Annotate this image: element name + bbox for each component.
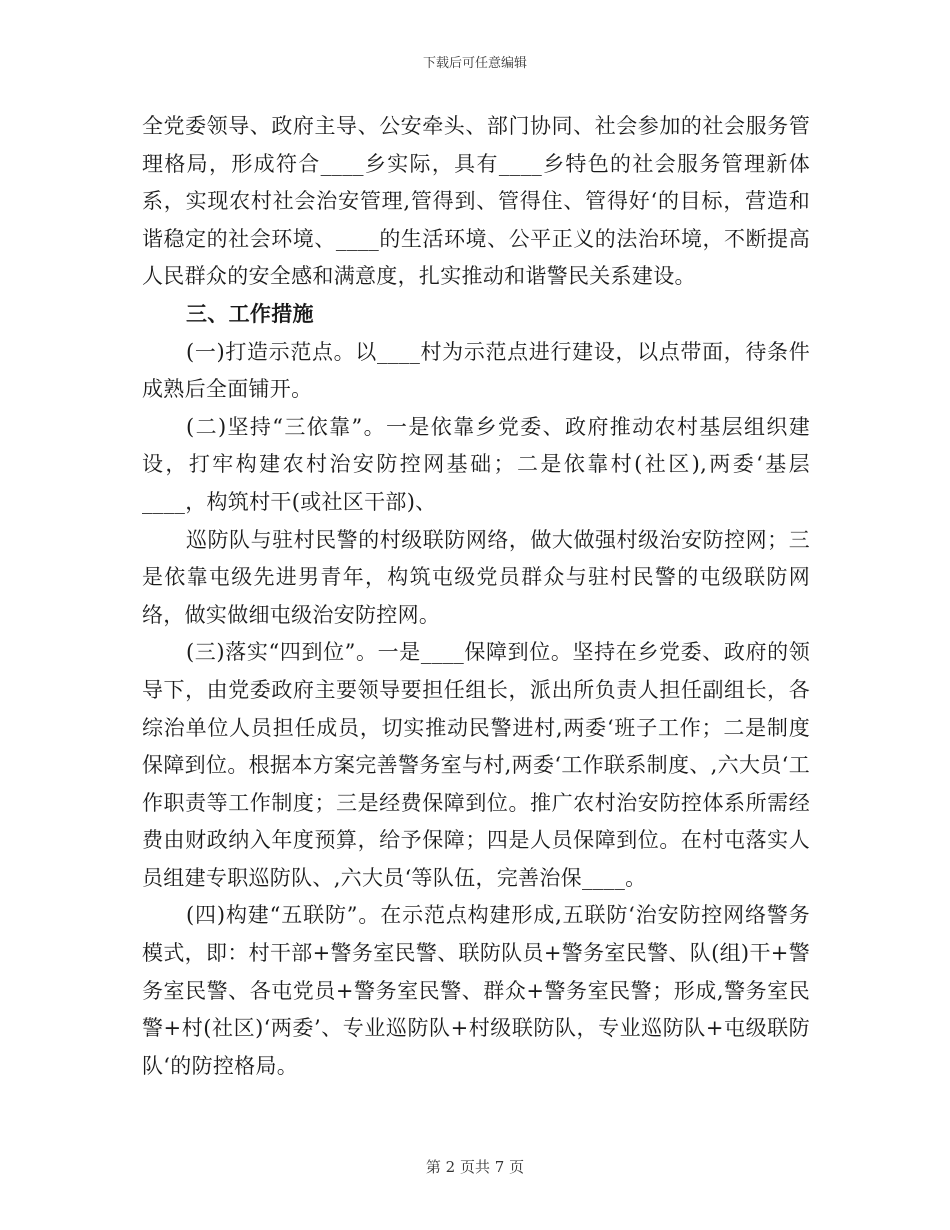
page-footer: 第 2 页共 7 页: [425, 1158, 525, 1176]
paragraph-demonstration-site: (一)打造示范点。以____村为示范点进行建设，以点带面，待条件成熟后全面铺开。: [142, 339, 810, 402]
paragraph-patrol-network: 巡防队与驻村民警的村级联防网络，做大做强村级治安防控网；三是依靠屯级先进男青年，构筑屯级党员群众与驻村民警的屯级联防网络，做实做细屯级治安防控网。: [142, 527, 810, 627]
paragraph-five-joint-defense: (四)构建“五联防”。在示范点构建形成,五联防‘治安防控网络警务模式，即：村干部+警务室民警、联防队员+警务室民警、队(组)干+警务室民警、各屯党员+警务室民警、群众+警务室民警；形成,警务室民警+村(社区)‘两委’、专业巡防队+村级联防队，专业巡防队+屯级联防队‘的防控格局。: [142, 903, 810, 1078]
page-header: 下载后可任意编辑: [422, 56, 527, 71]
section-heading: 三、工作措施: [186, 301, 314, 326]
document-body: [142, 108, 810, 1085]
paragraph-continuation: 全党委领导、政府主导、公安牵头、部门协同、社会参加的社会服务管理格局，形成符合____乡实际，具有____乡特色的社会服务管理新体系，实现农村社会治安管理,管得到、管得住、管得好‘的目标，营造和谐稳定的社会环境、____的生活环境、公平正义的法治环境，不断提高人民群众的安全感和满意度，扎实推动和谐警民关系建设。: [142, 114, 810, 289]
paragraph-four-in-place: (三)落实“四到位”。一是____保障到位。坚持在乡党委、政府的领导下，由党委政府主要领导要担任组长，派出所负责人担任副组长，各综治单位人员担任成员，切实推动民警进村,两委‘班子工作；二是制度保障到位。根据本方案完善警务室与村,两委‘工作联系制度、,六大员‘工作职责等工作制度；三是经费保障到位。推广农村治安防控体系所需经费由财政纳入年度预算，给予保障；四是人员保障到位。在村屯落实人员组建专职巡防队、,六大员‘等队伍，完善治保____。: [142, 640, 810, 890]
paragraph-three-reliances: (二)坚持“三依靠”。一是依靠乡党委、政府推动农村基层组织建设，打牢构建农村治安防控网基础；二是依靠村(社区),两委‘基层____，构筑村干(或社区干部)、: [142, 414, 810, 514]
